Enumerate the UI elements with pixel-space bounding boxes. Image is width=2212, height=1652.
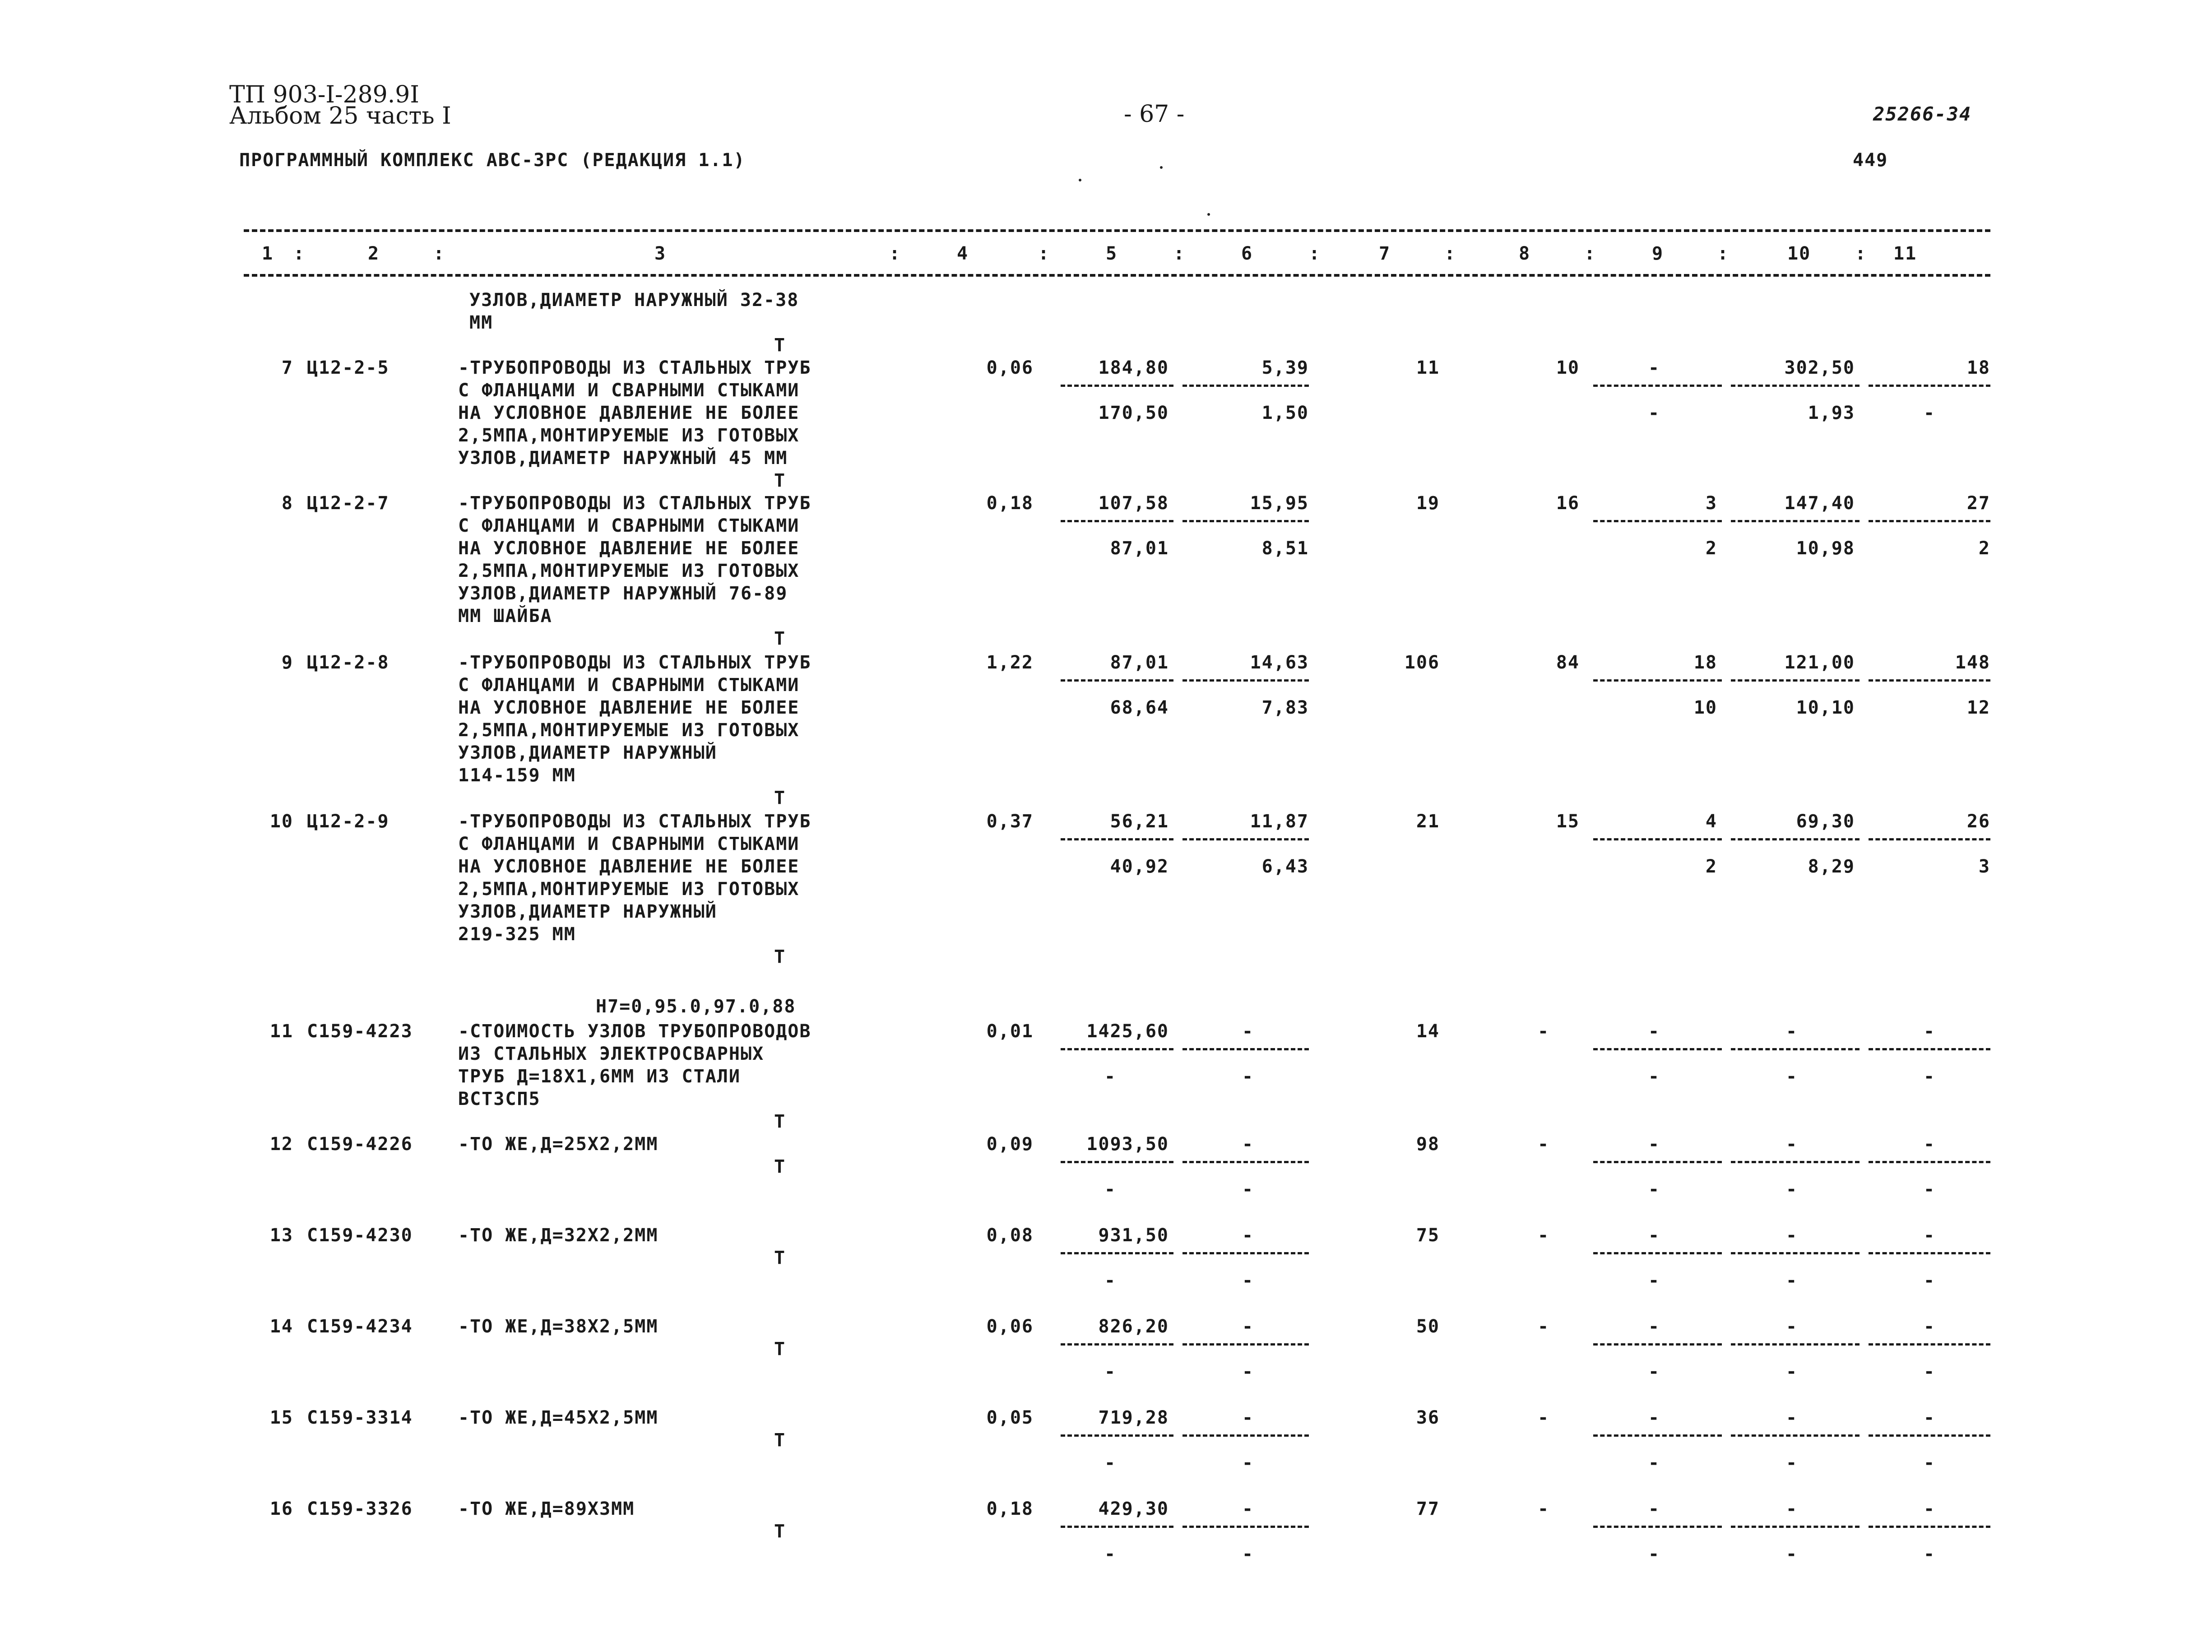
row-code: С159-3314 (307, 1407, 413, 1428)
row-number: 15 (269, 1407, 293, 1428)
row-description-line: НА УСЛОВНОЕ ДАВЛЕНИЕ НЕ БОЛЕЕ (458, 403, 800, 423)
row-description-line: С ФЛАНЦАМИ И СВАРНЫМИ СТЫКАМИ (458, 515, 800, 536)
row-description-line: НА УСЛОВНОЕ ДАВЛЕНИЕ НЕ БОЛЕЕ (458, 697, 800, 718)
cell-col5: 184,80 (1098, 357, 1169, 378)
row-number: 9 (281, 652, 293, 673)
cell-col4: 0,01 (986, 1021, 1034, 1042)
row-description-line: УЗЛОВ,ДИАМЕТР НАРУЖНЫЙ 45 ММ (458, 448, 788, 469)
column-header-7: 7 (1379, 243, 1391, 264)
cell-col11-second: 12 (1966, 697, 1990, 718)
row-description-line: 2,5МПА,МОНТИРУЕМЫЕ ИЗ ГОТОВЫХ (458, 720, 800, 741)
column-header-4: 4 (957, 243, 969, 264)
column-separator: : (1309, 243, 1321, 264)
cell-col7: 98 (1416, 1134, 1440, 1155)
column-header-3: 3 (654, 243, 667, 264)
cell-col6: - (1242, 1316, 1254, 1337)
cell-col6-second: - (1242, 1361, 1254, 1382)
cell-col11-second: - (1923, 1452, 1936, 1473)
cell-col8: - (1537, 1021, 1550, 1042)
fraction-rule (1869, 1343, 1990, 1346)
document-code: ТП 903-I-289.9I (229, 81, 419, 108)
fraction-rule (1731, 1434, 1860, 1437)
cell-col6-second: - (1242, 1452, 1254, 1473)
cell-col5: 719,28 (1098, 1407, 1169, 1428)
cell-col8: - (1537, 1499, 1550, 1519)
cell-col4: 0,08 (986, 1225, 1034, 1246)
row-description-line: 2,5МПА,МОНТИРУЕМЫЕ ИЗ ГОТОВЫХ (458, 561, 800, 581)
fraction-rule (1869, 1526, 1990, 1528)
cell-col5: 1093,50 (1086, 1134, 1169, 1155)
t-mark: Т (774, 1156, 786, 1177)
cell-col7: 11 (1416, 357, 1440, 378)
cell-col4: 0,06 (986, 357, 1034, 378)
cell-col5-second: - (1104, 1066, 1117, 1087)
fraction-rule (1731, 1343, 1860, 1346)
row-description-line: 2,5МПА,МОНТИРУЕМЫЕ ИЗ ГОТОВЫХ (458, 425, 800, 446)
cell-col10: 302,50 (1784, 357, 1855, 378)
program-title: ПРОГРАММНЫЙ КОМПЛЕКС АВС-3РС (РЕДАКЦИЯ 1.1) (239, 150, 746, 171)
cell-col11-second: - (1923, 403, 1936, 423)
cell-col10: - (1785, 1225, 1798, 1246)
cell-col10-second: 1,93 (1808, 403, 1855, 423)
row-description-line: НА УСЛОВНОЕ ДАВЛЕНИЕ НЕ БОЛЕЕ (458, 538, 800, 559)
column-header-6: 6 (1241, 243, 1253, 264)
cell-col10-second: 8,29 (1808, 856, 1855, 877)
column-header-8: 8 (1519, 243, 1531, 264)
fraction-rule (1061, 520, 1173, 522)
column-header-11: 11 (1893, 243, 1917, 264)
cell-col4: 0,05 (986, 1407, 1034, 1428)
cell-col9-second: 10 (1693, 697, 1717, 718)
cell-col10-second: 10,10 (1796, 697, 1855, 718)
cell-col8: - (1537, 1316, 1550, 1337)
row-description-line: -ТРУБОПРОВОДЫ ИЗ СТАЛЬНЫХ ТРУБ (458, 652, 812, 673)
row-description-line: УЗЛОВ,ДИАМЕТР НАРУЖНЫЙ 76-89 (458, 583, 788, 604)
row-description-line: -ТО ЖЕ,Д=25Х2,2ММ (458, 1134, 658, 1155)
row-number: 12 (269, 1134, 293, 1155)
fraction-rule (1183, 679, 1309, 682)
fraction-rule (1731, 838, 1860, 840)
cell-col5-second: 87,01 (1110, 538, 1169, 559)
cell-col9-second: - (1648, 1452, 1660, 1473)
cell-col8: 16 (1556, 493, 1580, 514)
cell-col9-second: - (1648, 1179, 1660, 1200)
column-separator: : (433, 243, 445, 264)
cell-col5-second: 68,64 (1110, 697, 1169, 718)
cell-col11: 148 (1955, 652, 1990, 673)
cell-col7: 77 (1416, 1499, 1440, 1519)
cell-col6-second: 8,51 (1261, 538, 1309, 559)
cell-col5: 1425,60 (1086, 1021, 1169, 1042)
cell-col6: - (1242, 1021, 1254, 1042)
fraction-rule (1061, 1161, 1173, 1163)
row-description-line: -ТО ЖЕ,Д=45Х2,5ММ (458, 1407, 658, 1428)
row-description-line: 2,5МПА,МОНТИРУЕМЫЕ ИЗ ГОТОВЫХ (458, 879, 800, 900)
column-separator: : (1584, 243, 1596, 264)
row-description-line: -ТРУБОПРОВОДЫ ИЗ СТАЛЬНЫХ ТРУБ (458, 493, 812, 514)
row-code: С159-4230 (307, 1225, 413, 1246)
cell-col11: 27 (1966, 493, 1990, 514)
fraction-rule (1593, 520, 1722, 522)
row-description-line: -ТО ЖЕ,Д=38Х2,5ММ (458, 1316, 658, 1337)
row-number: 13 (269, 1225, 293, 1246)
column-header-1: 1 (262, 243, 274, 264)
t-mark: Т (774, 1111, 786, 1132)
t-mark: Т (774, 947, 786, 967)
row-number: 14 (269, 1316, 293, 1337)
sheet-number: 449 (1853, 150, 1888, 171)
cell-col9: 4 (1705, 811, 1717, 832)
row-description-line: -ТРУБОПРОВОДЫ ИЗ СТАЛЬНЫХ ТРУБ (458, 811, 812, 832)
cell-col9: - (1648, 1225, 1660, 1246)
row-description-line: -ТРУБОПРОВОДЫ ИЗ СТАЛЬНЫХ ТРУБ (458, 357, 812, 378)
column-separator: : (293, 243, 306, 264)
fraction-rule (1731, 520, 1860, 522)
fraction-rule (1593, 838, 1722, 840)
cell-col4: 0,18 (986, 1499, 1034, 1519)
cell-col9: - (1648, 1021, 1660, 1042)
cell-col10-second: - (1785, 1179, 1798, 1200)
cell-col11: 26 (1966, 811, 1990, 832)
cell-col11-second: - (1923, 1066, 1936, 1087)
fraction-rule (1061, 385, 1173, 387)
cell-col6: 15,95 (1250, 493, 1309, 514)
cell-col7: 14 (1416, 1021, 1440, 1042)
row-description-line: -СТОИМОСТЬ УЗЛОВ ТРУБОПРОВОДОВ (458, 1021, 812, 1042)
cell-col10: - (1785, 1021, 1798, 1042)
fraction-rule (1593, 1343, 1722, 1346)
cell-col7: 50 (1416, 1316, 1440, 1337)
column-separator: : (889, 243, 901, 264)
row-description-line: -ТО ЖЕ,Д=32Х2,2ММ (458, 1225, 658, 1246)
cell-col9-second: - (1648, 403, 1660, 423)
fraction-rule (1869, 520, 1990, 522)
cell-col6-second: 7,83 (1261, 697, 1309, 718)
fraction-rule (1731, 1526, 1860, 1528)
cell-col7: 21 (1416, 811, 1440, 832)
cell-col5-second: - (1104, 1544, 1117, 1564)
cell-col5: 931,50 (1098, 1225, 1169, 1246)
cell-col10-second: 10,98 (1796, 538, 1855, 559)
table-top-rule (244, 229, 1990, 232)
cell-col11: - (1923, 1225, 1936, 1246)
column-header-10: 10 (1787, 243, 1811, 264)
fraction-rule (1593, 1526, 1722, 1528)
cell-col5: 107,58 (1098, 493, 1169, 514)
cell-col9: 3 (1705, 493, 1717, 514)
row-description-line: 219-325 ММ (458, 924, 576, 945)
cell-col10: - (1785, 1316, 1798, 1337)
cell-col5: 826,20 (1098, 1316, 1169, 1337)
cell-col10-second: - (1785, 1270, 1798, 1291)
fraction-rule (1183, 1434, 1309, 1437)
cell-col5-second: 40,92 (1110, 856, 1169, 877)
column-separator: : (1038, 243, 1050, 264)
fraction-rule (1061, 1526, 1173, 1528)
row-code: Ц12-2-5 (307, 357, 390, 378)
fraction-rule (1731, 1161, 1860, 1163)
cell-col5: 429,30 (1098, 1499, 1169, 1519)
row-number: 7 (281, 357, 293, 378)
column-header-2: 2 (368, 243, 380, 264)
row-code: Ц12-2-7 (307, 493, 390, 514)
fraction-rule (1731, 385, 1860, 387)
cell-col6: - (1242, 1407, 1254, 1428)
row-code: С159-4234 (307, 1316, 413, 1337)
cell-col10-second: - (1785, 1452, 1798, 1473)
column-header-5: 5 (1106, 243, 1118, 264)
cell-col9: - (1648, 1499, 1660, 1519)
fraction-rule (1869, 1434, 1990, 1437)
cell-col10: - (1785, 1134, 1798, 1155)
continuation-line: УЗЛОВ,ДИАМЕТР НАРУЖНЫЙ 32-38 (469, 290, 799, 311)
cell-col6: 5,39 (1261, 357, 1309, 378)
fraction-rule (1061, 1048, 1173, 1050)
cell-col5-second: - (1104, 1452, 1117, 1473)
cell-col7: 75 (1416, 1225, 1440, 1246)
cell-col10: 147,40 (1784, 493, 1855, 514)
cell-col11-second: - (1923, 1270, 1936, 1291)
fraction-rule (1869, 385, 1990, 387)
cell-col9: 18 (1693, 652, 1717, 673)
fraction-rule (1593, 1434, 1722, 1437)
cell-col11-second: 3 (1978, 856, 1990, 877)
cell-col6: - (1242, 1134, 1254, 1155)
cell-col5-second: 170,50 (1098, 403, 1169, 423)
fraction-rule (1869, 1048, 1990, 1050)
cell-col8: - (1537, 1134, 1550, 1155)
fraction-rule (1061, 838, 1173, 840)
page-number: - 67 - (1124, 101, 1185, 128)
fraction-rule (1593, 1161, 1722, 1163)
fraction-rule (1061, 679, 1173, 682)
row-number: 11 (269, 1021, 293, 1042)
column-separator: : (1717, 243, 1730, 264)
cell-col9-second: 2 (1705, 538, 1717, 559)
cell-col4: 0,06 (986, 1316, 1034, 1337)
row-code: С159-4226 (307, 1134, 413, 1155)
row-description-line: НА УСЛОВНОЕ ДАВЛЕНИЕ НЕ БОЛЕЕ (458, 856, 800, 877)
fraction-rule (1183, 1252, 1309, 1254)
archive-stamp: 25266-34 (1873, 103, 1972, 125)
cell-col6-second: 1,50 (1261, 403, 1309, 423)
row-description-line: ВСТ3СП5 (458, 1089, 541, 1109)
fraction-rule (1869, 1161, 1990, 1163)
fraction-rule (1183, 520, 1309, 522)
row-number: 8 (281, 493, 293, 514)
column-separator: : (1855, 243, 1867, 264)
cell-col11: - (1923, 1021, 1936, 1042)
cell-col6: - (1242, 1499, 1254, 1519)
row-code: Ц12-2-8 (307, 652, 390, 673)
cell-col5-second: - (1104, 1270, 1117, 1291)
cell-col6-second: - (1242, 1179, 1254, 1200)
cell-col5: 87,01 (1110, 652, 1169, 673)
cell-col9-second: - (1648, 1361, 1660, 1382)
row-description-line: ИЗ СТАЛЬНЫХ ЭЛЕКТРОСВАРНЫХ (458, 1044, 765, 1064)
fraction-rule (1593, 1252, 1722, 1254)
fraction-rule (1183, 385, 1309, 387)
fraction-rule (1183, 838, 1309, 840)
cell-col6: 11,87 (1250, 811, 1309, 832)
cell-col4: 0,09 (986, 1134, 1034, 1155)
row-description-line: С ФЛАНЦАМИ И СВАРНЫМИ СТЫКАМИ (458, 380, 800, 401)
album-label: Альбом 25 часть I (229, 102, 451, 130)
cell-col5-second: - (1104, 1179, 1117, 1200)
t-mark: Т (774, 628, 786, 649)
cell-col10: 69,30 (1796, 811, 1855, 832)
cell-col10: 121,00 (1784, 652, 1855, 673)
fraction-rule (1183, 1526, 1309, 1528)
row-code: С159-4223 (307, 1021, 413, 1042)
fraction-rule (1731, 1048, 1860, 1050)
fraction-rule (1061, 1343, 1173, 1346)
fraction-rule (1183, 1161, 1309, 1163)
cell-col11: - (1923, 1316, 1936, 1337)
cell-col9-second: - (1648, 1270, 1660, 1291)
cell-col5: 56,21 (1110, 811, 1169, 832)
fraction-rule (1593, 1048, 1722, 1050)
row-code: С159-3326 (307, 1499, 413, 1519)
cell-col6-second: 6,43 (1261, 856, 1309, 877)
cell-col8: - (1537, 1225, 1550, 1246)
fraction-rule (1869, 838, 1990, 840)
row-description-line: УЗЛОВ,ДИАМЕТР НАРУЖНЫЙ (458, 742, 717, 763)
cell-col11-second: 2 (1978, 538, 1990, 559)
t-mark: Т (774, 1521, 786, 1542)
fraction-rule (1061, 1252, 1173, 1254)
cell-col6-second: - (1242, 1066, 1254, 1087)
fraction-rule (1731, 1252, 1860, 1254)
cell-col9-second: 2 (1705, 856, 1717, 877)
cell-col11-second: - (1923, 1361, 1936, 1382)
fraction-rule (1731, 679, 1860, 682)
row-description-line: УЗЛОВ,ДИАМЕТР НАРУЖНЫЙ (458, 901, 717, 922)
scan-speck (1207, 213, 1210, 216)
cell-col6-second: - (1242, 1544, 1254, 1564)
cell-col5-second: - (1104, 1361, 1117, 1382)
row-number: 10 (269, 811, 293, 832)
row-number: 16 (269, 1499, 293, 1519)
t-mark: Т (774, 1248, 786, 1268)
cell-col8: 10 (1556, 357, 1580, 378)
cell-col4: 0,37 (986, 811, 1034, 832)
cell-col4: 0,18 (986, 493, 1034, 514)
t-mark: Т (774, 335, 786, 356)
fraction-rule (1869, 1252, 1990, 1254)
scan-speck (1160, 166, 1163, 169)
row-description-line: 114-159 ММ (458, 765, 576, 786)
cell-col9: - (1648, 1316, 1660, 1337)
column-separator: : (1173, 243, 1186, 264)
row-description-line: -ТО ЖЕ,Д=89Х3ММ (458, 1499, 635, 1519)
cell-col6: 14,63 (1250, 652, 1309, 673)
row-description-line: С ФЛАНЦАМИ И СВАРНЫМИ СТЫКАМИ (458, 834, 800, 854)
row-code: Ц12-2-9 (307, 811, 390, 832)
cell-col11: - (1923, 1134, 1936, 1155)
fraction-rule (1593, 679, 1722, 682)
cell-col4: 1,22 (986, 652, 1034, 673)
cell-col7: 106 (1404, 652, 1440, 673)
cell-col10: - (1785, 1407, 1798, 1428)
cell-col9-second: - (1648, 1066, 1660, 1087)
row-description-line: С ФЛАНЦАМИ И СВАРНЫМИ СТЫКАМИ (458, 675, 800, 696)
cell-col8: 15 (1556, 811, 1580, 832)
cell-col11: - (1923, 1407, 1936, 1428)
cell-col11: 18 (1966, 357, 1990, 378)
cell-col6-second: - (1242, 1270, 1254, 1291)
norm-coefficients: Н7=0,95.0,97.0,88 (596, 996, 796, 1017)
fraction-rule (1183, 1343, 1309, 1346)
cell-col9: - (1648, 1407, 1660, 1428)
t-mark: Т (774, 1339, 786, 1360)
row-description-line: ММ ШАЙБА (458, 606, 552, 626)
cell-col11: - (1923, 1499, 1936, 1519)
column-separator: : (1444, 243, 1456, 264)
cell-col6: - (1242, 1225, 1254, 1246)
cell-col10-second: - (1785, 1066, 1798, 1087)
cell-col8: - (1537, 1407, 1550, 1428)
fraction-rule (1869, 679, 1990, 682)
fraction-rule (1183, 1048, 1309, 1050)
t-mark: Т (774, 470, 786, 491)
scan-speck (1079, 179, 1081, 181)
cell-col9-second: - (1648, 1544, 1660, 1564)
cell-col8: 84 (1556, 652, 1580, 673)
t-mark: Т (774, 788, 786, 808)
continuation-line: ММ (469, 312, 493, 333)
fraction-rule (1593, 385, 1722, 387)
fraction-rule (1061, 1434, 1173, 1437)
cell-col7: 19 (1416, 493, 1440, 514)
cell-col9: - (1648, 1134, 1660, 1155)
cell-col11-second: - (1923, 1179, 1936, 1200)
cell-col11-second: - (1923, 1544, 1936, 1564)
row-description-line: ТРУБ Д=18Х1,6ММ ИЗ СТАЛИ (458, 1066, 741, 1087)
cell-col9: - (1648, 357, 1660, 378)
cell-col10-second: - (1785, 1544, 1798, 1564)
t-mark: Т (774, 1430, 786, 1451)
cell-col10: - (1785, 1499, 1798, 1519)
cell-col10-second: - (1785, 1361, 1798, 1382)
table-header-rule (244, 274, 1990, 277)
column-header-9: 9 (1652, 243, 1664, 264)
cell-col7: 36 (1416, 1407, 1440, 1428)
